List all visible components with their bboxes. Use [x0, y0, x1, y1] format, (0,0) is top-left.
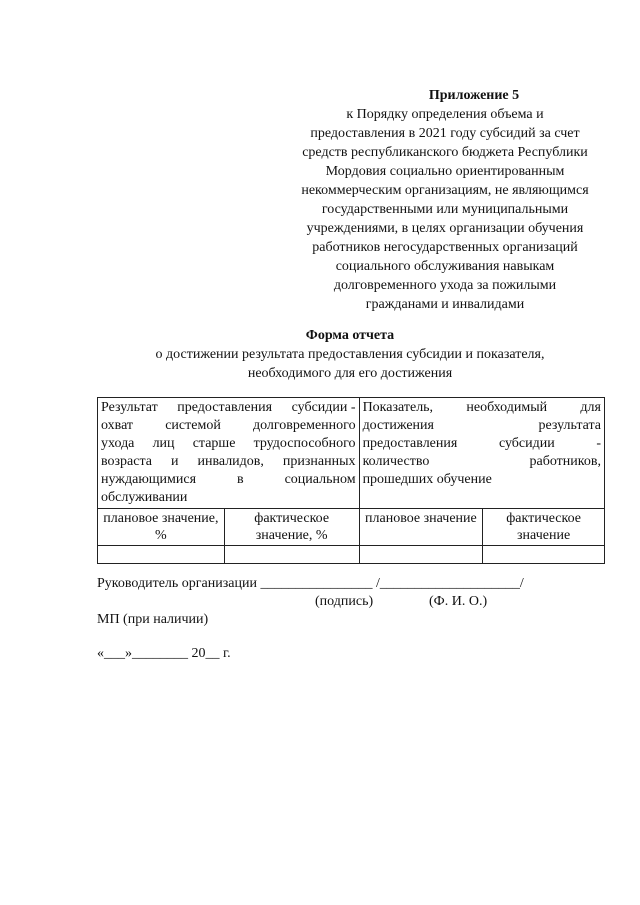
- planned-value-cell[interactable]: [359, 546, 483, 564]
- appendix-line: Мордовия социально ориентированным: [325, 164, 565, 179]
- indicator-header-line: Показатель, необходимый для: [362, 400, 601, 415]
- planned-value-percent-cell[interactable]: [98, 546, 225, 564]
- appendix-line: предоставления в 2021 году субсидий за счет: [310, 126, 580, 141]
- report-table: [97, 397, 605, 564]
- appendix-line: учреждениями, в целях организации обучения: [306, 221, 584, 236]
- planned-value-percent-header: плановое значение, %: [98, 509, 225, 546]
- result-header-line: охват системой долговременного: [101, 418, 356, 433]
- result-header-cell: [98, 398, 360, 509]
- appendix-line: долговременного ухода за пожилыми: [333, 278, 557, 293]
- form-title-block: [90, 326, 610, 383]
- result-header-line: нуждающимися в социальном: [101, 472, 356, 487]
- result-header-line: возраста и инвалидов, признанных: [101, 454, 356, 469]
- appendix-line: социального обслуживания навыкам: [335, 259, 555, 274]
- date-field[interactable]: «___»________ 20__ г.: [97, 646, 231, 661]
- form-title: Форма отчета: [305, 328, 395, 343]
- actual-value-percent-header: фактическое значение, %: [224, 509, 359, 546]
- appendix-line: к Порядку определения объема и: [346, 107, 544, 122]
- actual-value-cell[interactable]: [483, 546, 605, 564]
- actual-value-header: фактическое значение: [483, 509, 605, 546]
- signature-captions: [97, 594, 617, 612]
- appendix-title: Приложение 5: [428, 88, 520, 103]
- appendix-line: средств республиканского бюджета Республики: [302, 145, 588, 160]
- indicator-header-line: прошедших обучение: [362, 472, 492, 487]
- name-caption: (Ф. И. О.): [429, 594, 488, 609]
- indicator-header-cell: [359, 398, 604, 509]
- table-row: [98, 546, 605, 564]
- indicator-header-line: количество работников,: [362, 454, 601, 469]
- form-subtitle-line: о достижении результата предоставления субсидии и показателя,: [155, 347, 545, 362]
- result-header-line: Результат предоставления субсидии -: [101, 400, 356, 415]
- head-signature-line: [97, 576, 617, 592]
- appendix-line: государственными или муниципальными: [321, 202, 569, 217]
- appendix-block: [272, 86, 618, 314]
- actual-value-percent-cell[interactable]: [224, 546, 359, 564]
- signature-fill-field[interactable]: ________________ /____________________/: [260, 576, 524, 591]
- indicator-header-line: предоставления субсидии -: [362, 436, 601, 451]
- appendix-line: гражданами и инвалидами: [365, 297, 525, 312]
- table-subheader-row: [98, 509, 605, 546]
- indicator-header-line: достижения результата: [362, 418, 601, 433]
- planned-value-header: плановое значение: [359, 509, 483, 546]
- appendix-line: работников негосударственных организаций: [312, 240, 578, 255]
- table-header-row: [98, 398, 605, 509]
- form-subtitle-line: необходимого для его достижения: [247, 366, 453, 381]
- head-label: Руководитель организации: [97, 576, 257, 591]
- appendix-line: некоммерческим организациям, не являющимся: [301, 183, 589, 198]
- result-header-line: ухода лиц старше трудоспособного: [101, 436, 356, 451]
- seal-label: МП (при наличии): [97, 612, 209, 627]
- signature-caption: (подпись): [315, 594, 374, 609]
- result-header-line: обслуживании: [101, 490, 188, 505]
